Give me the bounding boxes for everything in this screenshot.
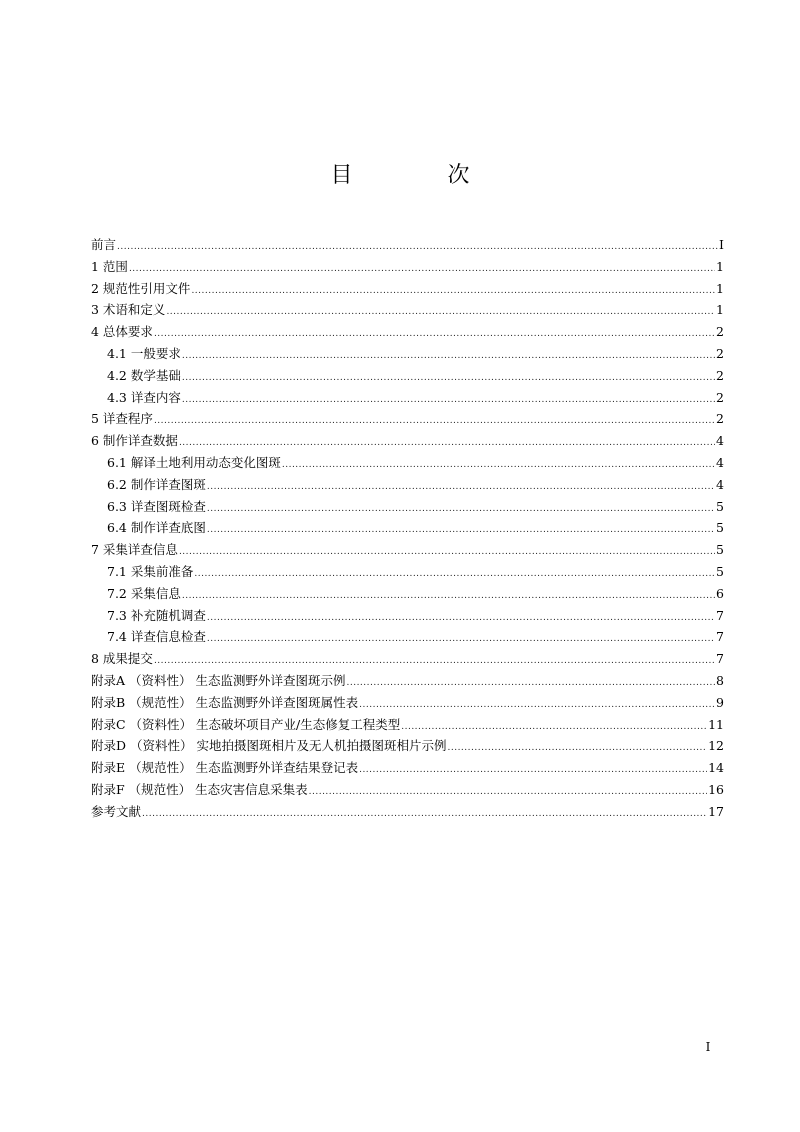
toc-entry[interactable] [91, 278, 724, 300]
toc-entry-page: 1 [716, 280, 724, 296]
toc-entry-page: 7 [716, 629, 724, 645]
toc-leader-dots [447, 738, 707, 760]
toc-leader-dots [346, 673, 715, 695]
toc-entry-label: 7.1 采集前准备 [107, 563, 194, 579]
toc-entry-label: 7.2 采集信息 [107, 585, 181, 601]
toc-entry-label: 7.3 补充随机调查 [107, 607, 206, 623]
toc-entry-page: 2 [716, 345, 724, 361]
toc-entry[interactable] [91, 648, 724, 670]
toc-entry-page: 7 [716, 651, 724, 667]
toc-entry[interactable] [91, 626, 724, 648]
toc-entry-label: 4.1 一般要求 [107, 345, 181, 361]
page-title: 目 次 [330, 163, 514, 188]
toc-entry-page: 2 [716, 324, 724, 340]
toc-entry-page: 2 [716, 389, 724, 405]
toc-entry-label: 4 总体要求 [91, 324, 153, 340]
toc-leader-dots [194, 564, 715, 586]
toc-entry-label: 4.2 数学基础 [107, 367, 181, 383]
toc-entry[interactable] [91, 452, 724, 474]
toc-leader-dots [359, 760, 707, 782]
toc-entry[interactable] [91, 408, 724, 430]
toc-entry-label: 4.3 详查内容 [107, 389, 181, 405]
toc-entry-label: 1 范围 [91, 258, 128, 274]
toc-entry[interactable] [91, 714, 724, 736]
toc-entry-page: 1 [716, 302, 724, 318]
toc-leader-dots [182, 586, 715, 608]
toc-entry-label: 6.4 制作详查底图 [107, 520, 206, 536]
toc-entry-page: 1 [716, 258, 724, 274]
toc-leader-dots [401, 717, 707, 739]
toc-entry[interactable] [91, 605, 724, 627]
page-number: I [705, 1040, 711, 1054]
toc-leader-dots [129, 259, 715, 281]
toc-entry-label: 6.1 解译土地利用动态变化图斑 [107, 454, 281, 470]
toc-entry-label: 参考文献 [91, 803, 142, 819]
toc-leader-dots [207, 477, 715, 499]
toc-entry[interactable] [91, 256, 724, 278]
toc-entry-label: 附录B （规范性） 生态监测野外详查图斑属性表 [91, 694, 359, 710]
toc-entry-label: 附录D （资料性） 实地拍摄图斑相片及无人机拍摄图斑相片示例 [91, 738, 447, 754]
toc-entry-label: 附录C （资料性） 生态破坏项目产业/生态修复工程类型 [91, 716, 401, 732]
toc-entry-page: 12 [708, 738, 724, 754]
toc-entry-label: 5 详查程序 [91, 411, 153, 427]
toc-entry-page: 8 [716, 672, 724, 688]
toc-leader-dots [154, 324, 715, 346]
toc-entry[interactable] [91, 757, 724, 779]
toc-entry-label: 附录E （规范性） 生态监测野外详查结果登记表 [91, 760, 359, 776]
toc-entry[interactable] [91, 299, 724, 321]
toc-leader-dots [154, 411, 715, 433]
toc-entry[interactable] [91, 321, 724, 343]
toc-entry-page: 6 [716, 585, 724, 601]
toc-entry-label: 7 采集详查信息 [91, 542, 178, 558]
toc-entry[interactable] [91, 474, 724, 496]
toc-entry-page: 5 [716, 520, 724, 536]
toc-entry-page: 4 [716, 476, 724, 492]
toc-leader-dots [142, 804, 707, 826]
toc-entry-page: 4 [716, 454, 724, 470]
toc-leader-dots [182, 390, 715, 412]
toc-entry-label: 8 成果提交 [91, 651, 153, 667]
toc-entry[interactable] [91, 779, 724, 801]
toc-entry-page: 17 [708, 803, 724, 819]
toc-leader-dots [179, 542, 715, 564]
toc-entry[interactable] [91, 234, 724, 256]
toc-entry[interactable] [91, 801, 724, 823]
toc-entry-page: 2 [716, 411, 724, 427]
toc-entry-page: 9 [716, 694, 724, 710]
toc-entry[interactable] [91, 583, 724, 605]
toc-entry-label: 3 术语和定义 [91, 302, 166, 318]
toc-leader-dots [191, 281, 715, 303]
toc-leader-dots [182, 368, 715, 390]
toc-entry[interactable] [91, 561, 724, 583]
toc-entry-page: 5 [716, 542, 724, 558]
toc-leader-dots [166, 302, 715, 324]
toc-entry-page: 5 [716, 498, 724, 514]
toc-leader-dots [207, 520, 715, 542]
toc-entry-label: 7.4 详查信息检查 [107, 629, 206, 645]
toc-entry-page: I [719, 237, 724, 252]
toc-entry-page: 7 [716, 607, 724, 623]
toc-entry-label: 6.2 制作详查图斑 [107, 476, 206, 492]
toc-leader-dots [207, 608, 715, 630]
toc-entry-label: 6 制作详查数据 [91, 433, 178, 449]
toc-entry[interactable] [91, 692, 724, 714]
toc-entry-label: 2 规范性引用文件 [91, 280, 191, 296]
toc-entry-page: 4 [716, 433, 724, 449]
toc-entry-page: 2 [716, 367, 724, 383]
toc-leader-dots [282, 455, 715, 477]
toc-entry[interactable] [91, 539, 724, 561]
table-of-contents [91, 234, 724, 823]
toc-leader-dots [182, 346, 715, 368]
toc-entry-label: 前言 [91, 237, 117, 252]
toc-entry-label: 附录F （规范性） 生态灾害信息采集表 [91, 781, 308, 797]
toc-entry[interactable] [91, 517, 724, 539]
toc-leader-dots [207, 499, 715, 521]
toc-entry[interactable] [91, 430, 724, 452]
toc-entry[interactable] [91, 343, 724, 365]
toc-entry[interactable] [91, 496, 724, 518]
toc-leader-dots [359, 695, 715, 717]
toc-leader-dots [207, 629, 715, 651]
toc-leader-dots [117, 237, 718, 259]
toc-entry-page: 14 [708, 760, 724, 776]
toc-entry-label: 附录A （资料性） 生态监测野外详查图斑示例 [91, 672, 346, 688]
toc-entry[interactable] [91, 365, 724, 387]
toc-leader-dots [309, 782, 707, 804]
toc-entry[interactable] [91, 670, 724, 692]
toc-entry-label: 6.3 详查图斑检查 [107, 498, 206, 514]
toc-entry-page: 16 [708, 781, 724, 797]
toc-entry[interactable] [91, 387, 724, 409]
toc-entry-page: 11 [708, 716, 724, 732]
toc-entry-page: 5 [716, 563, 724, 579]
toc-entry[interactable] [91, 735, 724, 757]
